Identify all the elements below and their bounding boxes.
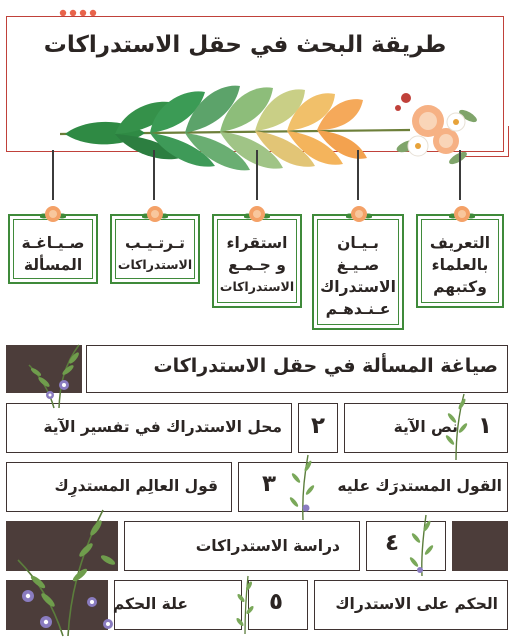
connector-line — [459, 150, 461, 200]
connector-line — [357, 150, 359, 200]
connector-line — [52, 150, 54, 200]
herb-icon — [232, 574, 258, 636]
herb-icon — [24, 340, 94, 410]
flower-icon — [244, 203, 270, 225]
card-line: تـرتـيـب — [125, 234, 185, 252]
connector-line — [153, 150, 155, 200]
card-line: و جـمـع — [228, 256, 286, 274]
row4-number: ٥ — [268, 589, 284, 615]
herb-icon — [400, 512, 444, 578]
card-line: الاستدراكات — [219, 279, 295, 294]
flower-icon — [346, 203, 372, 225]
card-line: صـيـغ — [336, 256, 380, 274]
connector-line — [256, 150, 258, 200]
row2-number: ٣ — [261, 471, 277, 497]
flower-icon — [449, 203, 475, 225]
card-define-scholars — [416, 214, 504, 308]
row1-left-label: محل الاستدراك في تفسير الآية — [43, 418, 282, 436]
row2-right-label: القول المستدرَك عليه — [337, 477, 502, 495]
row3-dark-block-right — [452, 521, 508, 571]
card-line: المسألة — [23, 256, 83, 274]
card-line: بـيـان — [337, 234, 379, 252]
row3-center-label: دراسة الاستدراكات — [195, 537, 340, 555]
herb-icon — [278, 452, 328, 522]
flower-icon — [40, 203, 66, 225]
flower-bouquet-icon — [388, 86, 484, 172]
flower-icon — [142, 203, 168, 225]
row4-right-label: الحكم على الاستدراك — [335, 595, 498, 613]
card-line: استقراء — [226, 234, 288, 252]
card-line: الاستدراكات — [117, 257, 193, 272]
row1-number: ١ — [477, 413, 493, 439]
row2-left-label: قول العالِم المستدرِك — [54, 477, 218, 495]
card-formulas — [312, 214, 404, 330]
row1-right-label: نص الآية — [393, 418, 458, 436]
leaf-branch-icon — [55, 78, 415, 188]
row1-left-number: ٢ — [310, 413, 326, 439]
row3-number: ٤ — [384, 530, 400, 556]
herb-icon — [436, 392, 476, 462]
card-line: التعريف — [429, 234, 491, 252]
page-title: طريقة البحث في حقل الاستدراكات — [43, 32, 447, 58]
card-line: عـنـدهـم — [325, 300, 391, 318]
card-survey — [212, 214, 302, 308]
card-line: بالعلماء — [431, 256, 489, 274]
card-line: صـيـاغـة — [21, 234, 85, 252]
card-line: الاستدراك — [320, 278, 396, 296]
herb-icon — [8, 500, 138, 638]
row4-left-label: علة الحكم — [112, 595, 188, 613]
section-title: صياغة المسألة في حقل الاستدراكات — [153, 355, 498, 377]
card-line: وكتبهم — [433, 278, 487, 296]
